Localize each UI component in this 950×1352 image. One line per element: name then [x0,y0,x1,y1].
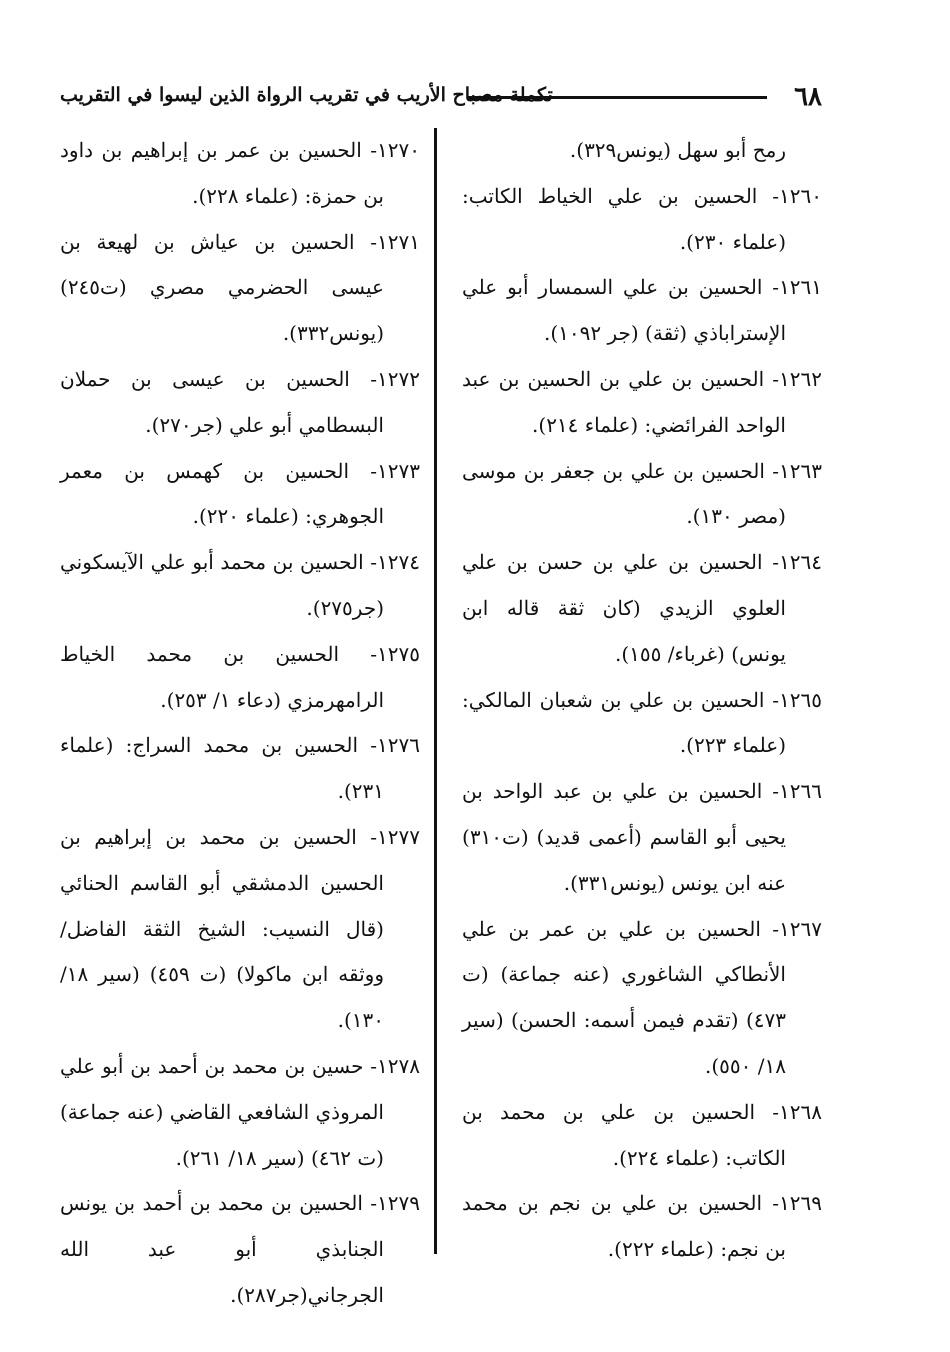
entry-1269: ١٢٦٩- الحسين بن علي بن نجم بن محمد بن نجم: (علماء ٢٢٢). [462,1191,822,1262]
entry-1275: ١٢٧٥- الحسين بن محمد الخياط الرامهرمزي (دعاء ١/ ٢٥٣). [60,641,420,712]
entry-1267: ١٢٦٧- الحسين بن علي بن عمر بن علي الأنطاكي الشاغوري (عنه جماعة) (ت ٤٧٣) (تقدم فيمن أسمه: الحسن) (سير ١٨/ ٥٥٠). [462,916,822,1078]
entry-1268: ١٢٦٨- الحسين بن علي بن محمد بن الكاتب: (علماء ٢٢٤). [462,1099,822,1170]
entry-1279: ١٢٧٩- الحسين بن محمد بن أحمد بن يونس الجنابذي أبو عبد الله الجرجاني(جر٢٨٧). [60,1191,420,1307]
right-column [462,128,822,1273]
entry-1272: ١٢٧٢- الحسين بن عيسى بن حملان البسطامي أبو علي (جر٢٧٠). [60,366,420,437]
entry-1265: ١٢٦٥- الحسين بن علي بن شعبان المالكي: (علماء ٢٢٣). [462,687,822,758]
entry-1266: ١٢٦٦- الحسين بن علي بن عبد الواحد بن يحيى أبو القاسم (أعمى قديد) (ت٣١٠) عنه ابن يونس (يونس٣٣١). [462,779,822,895]
entry-1276: ١٢٧٦- الحسين بن محمد السراج: (علماء ٢٣١). [60,733,420,804]
entry-1261: ١٢٦١- الحسين بن علي السمسار أبو علي الإستراباذي (ثقة) (جر ١٠٩٢). [462,275,822,346]
entry-1271: ١٢٧١- الحسين بن عياش بن لهيعة بن عيسى الحضرمي مصري (ت٢٤٥) (يونس٣٣٢). [60,229,420,346]
entry-1274: ١٢٧٤- الحسين بن محمد أبو علي الآيسكوني (جر٢٧٥). [60,550,420,620]
running-title: تكملة مصباح الأريب في تقريب الرواة الذين ليسوا في التقريب [60,84,553,106]
entry-1260: ١٢٦٠- الحسين بن علي الخياط الكاتب: (علماء ٢٣٠). [462,183,822,254]
entry-1262: ١٢٦٢- الحسين بن علي بن الحسين بن عبد الواحد الفرائضي: (علماء ٢١٤). [462,366,822,437]
entry-1273: ١٢٧٣- الحسين بن كهمس بن معمر الجوهري: (علماء ٢٢٠). [60,458,420,529]
page-header [60,78,822,118]
entry-1270: ١٢٧٠- الحسين بن عمر بن إبراهيم بن داود بن حمزة: (علماء ٢٢٨). [60,138,420,208]
page-number: ٦٨ [794,82,822,112]
entry-1264: ١٢٦٤- الحسين بن علي بن حسن بن علي العلوي الزيدي (كان ثقة قاله ابن يونس) (غرباء/ ١٥٥). [462,550,822,666]
entry-continuation: رمح أبو سهل (يونس٣٢٩). [569,138,786,162]
left-column [60,128,420,1319]
column-divider [434,128,437,1254]
entry-1277: ١٢٧٧- الحسين بن محمد بن إبراهيم بن الحسين الدمشقي أبو القاسم الحنائي (قال النسيب: الشيخ الثقة الفاضل/ ووثقه ابن ماكولا) (ت ٤٥٩) (سير ١٨/ ١٣٠). [60,824,420,1033]
entry-1263: ١٢٦٣- الحسين بن علي بن جعفر بن موسى (مصر ١٣٠). [462,458,822,529]
entry-1278: ١٢٧٨- حسين بن محمد بن أحمد بن أبو علي المروذي الشافعي القاضي (عنه جماعة) (ت ٤٦٢) (سير ١٨/ ٢٦١). [60,1053,420,1170]
